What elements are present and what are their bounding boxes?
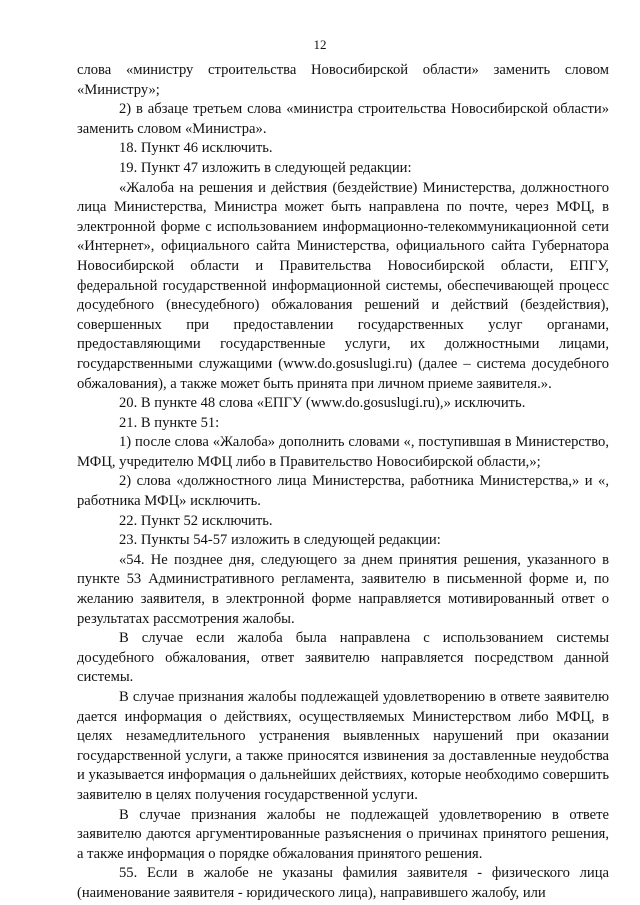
document-body <box>77 61 609 904</box>
paragraph: 2) слова «должностного лица Министерства, работника Министерства,» и «, работника МФЦ» исключить. <box>77 473 609 510</box>
paragraph: 22. Пункт 52 исключить. <box>119 512 273 529</box>
paragraph: 2) в абзаце третьем слова «министра строительства Новосибирской области» заменить словом «Министра». <box>77 101 609 137</box>
paragraph: 21. В пункте 51: <box>119 414 220 431</box>
page-number: 12 <box>313 37 327 52</box>
paragraph: 18. Пункт 46 исключить. <box>119 140 273 157</box>
paragraph: 23. Пункты 54-57 изложить в следующей редакции: <box>119 532 441 549</box>
paragraph: 55. Если в жалобе не указаны фамилия заявителя - физического лица (наименование заявителя - юридического лица), направившего жалобу, или <box>77 865 609 901</box>
paragraph: В случае признания жалобы не подлежащей удовлетворению в ответе заявителю даются аргументированные разъяснения о причинах принятого решения, а также информация о порядке обжалования принятого решения. <box>77 806 609 862</box>
paragraph: В случае признания жалобы подлежащей удовлетворению в ответе заявителю дается информация о действиях, осуществляемых Министерством либо МФЦ, в целях незамедлительного устранения выявленных нарушений при оказании государственной услуги, а также приносятся извинения за доставленные неудобства и указывается информация о дальнейших действиях, которые необходимо совершить заявителю в целях получения государственной услуги. <box>77 689 609 803</box>
paragraph: «Жалоба на решения и действия (бездействие) Министерства, должностного лица Министерства, Министра может быть направлена по почте, через МФЦ, в электронной форме с использованием информационно-телекоммуникационной сети «Интернет», официального сайта Министерства, официального сайта Губернатора Новосибирской области и Правительства Новосибирской области, ЕПГУ, федеральной государственной информационной системы, обеспечивающей процесс досудебного (внесудебного) обжалования решений и действий (бездействия), совершенных при предоставлении государственных услуг органами, предоставляющими государственные услуги, их должностными лицами, государственными служащими (www.do.gosuslugi.ru) (далее – система досудебного обжалования), а также может быть принята при личном приеме заявителя.». <box>77 179 609 392</box>
paragraph: 1) после слова «Жалоба» дополнить словами «, поступившая в Министерство, МФЦ, учредителю МФЦ либо в Правительство Новосибирской области,»; <box>77 434 609 470</box>
paragraph: 19. Пункт 47 изложить в следующей редакции: <box>119 159 412 176</box>
paragraph: 20. В пункте 48 слова «ЕПГУ (www.do.gosuslugi.ru),» исключить. <box>119 395 526 412</box>
paragraph: «54. Не позднее дня, следующего за днем принятия решения, указанного в пункте 53 Административного регламента, заявителю в письменной форме и, по желанию заявителя, в электронной форме направляется мотивированный ответ о результатах рассмотрения жалобы. <box>77 551 609 627</box>
paragraph: слова «министру строительства Новосибирской области» заменить словом «Министру»; <box>77 62 609 98</box>
paragraph: В случае если жалоба была направлена с использованием системы досудебного обжалования, ответ заявителю направляется посредством данной системы. <box>77 630 609 686</box>
